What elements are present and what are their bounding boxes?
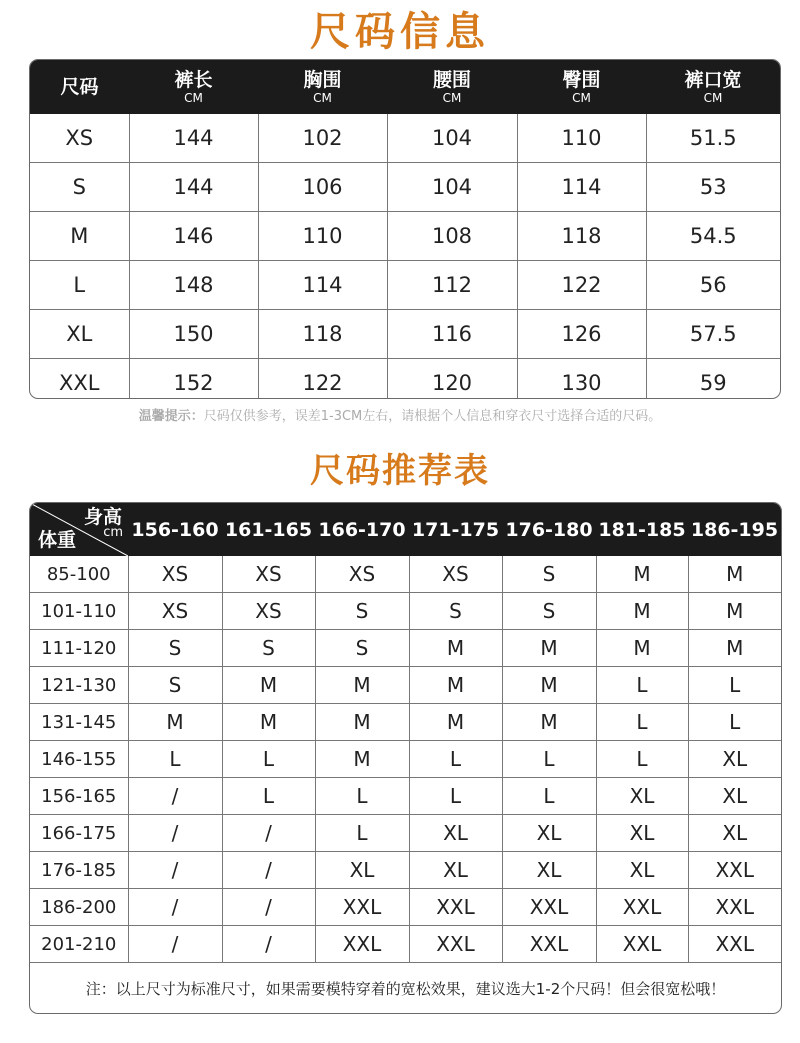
- recommended-size-cell: XS: [315, 556, 409, 593]
- recommended-size-cell: /: [222, 815, 315, 852]
- recommended-size-cell: XS: [128, 593, 222, 630]
- recommended-size-cell: XL: [502, 852, 596, 889]
- size-recommend-header-row: [30, 503, 781, 556]
- recommend-row: [30, 741, 781, 778]
- recommended-size-cell: L: [596, 704, 688, 741]
- measure-cell: 102: [258, 114, 387, 163]
- size-recommend-title: 尺码推荐表: [310, 451, 490, 491]
- recommended-size-cell: S: [315, 630, 409, 667]
- recommended-size-cell: /: [222, 852, 315, 889]
- recommended-size-cell: M: [315, 741, 409, 778]
- header-measure-label: 胸围: [303, 68, 342, 91]
- size-label-cell: S: [30, 163, 129, 212]
- size-label-cell: XXL: [30, 359, 129, 400]
- header-height-range: 186-195: [688, 503, 781, 556]
- size-info-table-container: [29, 59, 781, 399]
- measure-cell: 108: [387, 212, 517, 261]
- measure-cell: 130: [517, 359, 646, 400]
- size-tip: [0, 405, 800, 424]
- measure-cell: 104: [387, 114, 517, 163]
- recommended-size-cell: XXL: [688, 852, 781, 889]
- recommended-size-cell: L: [222, 741, 315, 778]
- recommended-size-cell: S: [222, 630, 315, 667]
- measure-cell: 116: [387, 310, 517, 359]
- header-height-range: 181-185: [596, 503, 688, 556]
- measure-cell: 122: [258, 359, 387, 400]
- recommended-size-cell: M: [688, 593, 781, 630]
- recommended-size-cell: L: [688, 667, 781, 704]
- measure-cell: 122: [517, 261, 646, 310]
- recommended-size-cell: XL: [409, 815, 502, 852]
- header-measure-label: 裤长: [174, 68, 213, 91]
- recommended-size-cell: M: [315, 704, 409, 741]
- recommended-size-cell: S: [502, 556, 596, 593]
- recommended-size-cell: M: [409, 704, 502, 741]
- recommended-size-cell: /: [128, 889, 222, 926]
- recommend-row: [30, 852, 781, 889]
- size-recommend-table: [30, 503, 781, 1013]
- measure-cell: 148: [129, 261, 258, 310]
- corner-height-label: 身高: [83, 506, 122, 528]
- recommended-size-cell: M: [688, 556, 781, 593]
- recommended-size-cell: S: [315, 593, 409, 630]
- recommended-size-cell: M: [502, 704, 596, 741]
- measure-cell: 152: [129, 359, 258, 400]
- recommended-size-cell: L: [688, 704, 781, 741]
- header-size: 尺码: [30, 60, 129, 114]
- recommended-size-cell: XXL: [315, 889, 409, 926]
- recommended-size-cell: /: [222, 926, 315, 963]
- recommended-size-cell: XL: [688, 815, 781, 852]
- header-measure-label: 裤口宽: [684, 68, 742, 91]
- recommended-size-cell: XXL: [409, 889, 502, 926]
- size-tip-text: 尺码仅供参考，误差1-3CM左右，请根据个人信息和穿衣尺寸选择合适的尺码。: [203, 409, 662, 424]
- header-measure: [129, 60, 258, 114]
- measure-cell: 150: [129, 310, 258, 359]
- recommended-size-cell: XXL: [688, 889, 781, 926]
- header-measure: [258, 60, 387, 114]
- header-height-range: 161-165: [222, 503, 315, 556]
- recommended-size-cell: XS: [128, 556, 222, 593]
- header-measure-label: 腰围: [432, 68, 471, 91]
- recommended-size-cell: M: [128, 704, 222, 741]
- recommended-size-cell: L: [502, 778, 596, 815]
- recommend-row: [30, 630, 781, 667]
- header-height-range: 166-170: [315, 503, 409, 556]
- recommended-size-cell: M: [222, 704, 315, 741]
- measure-cell: 120: [387, 359, 517, 400]
- recommended-size-cell: L: [596, 667, 688, 704]
- measure-cell: 53: [646, 163, 780, 212]
- header-height-range: 171-175: [409, 503, 502, 556]
- recommended-size-cell: XXL: [596, 889, 688, 926]
- recommend-row: [30, 556, 781, 593]
- recommended-size-cell: M: [409, 667, 502, 704]
- header-measure-label: 臀围: [562, 68, 601, 91]
- recommended-size-cell: S: [128, 630, 222, 667]
- recommended-size-cell: /: [128, 852, 222, 889]
- recommend-row: [30, 815, 781, 852]
- header-measure: [517, 60, 646, 114]
- recommended-size-cell: S: [409, 593, 502, 630]
- recommended-size-cell: XS: [409, 556, 502, 593]
- weight-range-cell: 146-155: [30, 741, 128, 778]
- recommended-size-cell: L: [596, 741, 688, 778]
- size-info-row: [30, 212, 780, 261]
- weight-range-cell: 166-175: [30, 815, 128, 852]
- note-row: [30, 963, 781, 1014]
- recommended-size-cell: XL: [409, 852, 502, 889]
- measure-cell: 114: [517, 163, 646, 212]
- recommended-size-cell: L: [222, 778, 315, 815]
- measure-cell: 56: [646, 261, 780, 310]
- weight-range-cell: 201-210: [30, 926, 128, 963]
- recommended-size-cell: M: [596, 630, 688, 667]
- weight-range-cell: 131-145: [30, 704, 128, 741]
- measure-cell: 57.5: [646, 310, 780, 359]
- recommended-size-cell: XXL: [409, 926, 502, 963]
- weight-range-cell: 85-100: [30, 556, 128, 593]
- size-tip-label: 温馨提示：: [138, 409, 204, 424]
- recommended-size-cell: M: [222, 667, 315, 704]
- header-measure: [387, 60, 517, 114]
- recommended-size-cell: XL: [315, 852, 409, 889]
- measure-cell: 114: [258, 261, 387, 310]
- measure-cell: 144: [129, 163, 258, 212]
- recommended-size-cell: XL: [688, 741, 781, 778]
- recommended-size-cell: L: [315, 815, 409, 852]
- recommended-size-cell: XXL: [688, 926, 781, 963]
- size-label-cell: M: [30, 212, 129, 261]
- size-info-row: [30, 261, 780, 310]
- recommended-size-cell: S: [128, 667, 222, 704]
- recommended-size-cell: XS: [222, 593, 315, 630]
- recommended-size-cell: L: [315, 778, 409, 815]
- recommended-size-cell: /: [128, 815, 222, 852]
- measure-cell: 144: [129, 114, 258, 163]
- corner-weight-label: 体重: [38, 529, 77, 551]
- weight-range-cell: 121-130: [30, 667, 128, 704]
- recommended-size-cell: M: [502, 667, 596, 704]
- header-unit: CM: [184, 90, 203, 105]
- size-info-row: [30, 163, 780, 212]
- measure-cell: 110: [258, 212, 387, 261]
- recommended-size-cell: S: [502, 593, 596, 630]
- size-recommend-table-container: [29, 502, 782, 1014]
- header-height-range: 156-160: [128, 503, 222, 556]
- recommended-size-cell: M: [315, 667, 409, 704]
- weight-range-cell: 101-110: [30, 593, 128, 630]
- measure-cell: 104: [387, 163, 517, 212]
- recommended-size-cell: M: [596, 556, 688, 593]
- recommended-size-cell: XS: [222, 556, 315, 593]
- recommended-size-cell: M: [409, 630, 502, 667]
- measure-cell: 112: [387, 261, 517, 310]
- header-height-range: 176-180: [502, 503, 596, 556]
- measure-cell: 118: [258, 310, 387, 359]
- header-unit: CM: [313, 90, 332, 105]
- header-measure: [646, 60, 780, 114]
- recommended-size-cell: L: [409, 741, 502, 778]
- size-label-cell: XS: [30, 114, 129, 163]
- recommend-row: [30, 593, 781, 630]
- recommended-size-cell: XXL: [502, 926, 596, 963]
- recommended-size-cell: /: [128, 778, 222, 815]
- recommended-size-cell: /: [128, 926, 222, 963]
- recommended-size-cell: M: [502, 630, 596, 667]
- recommended-size-cell: XL: [596, 778, 688, 815]
- weight-range-cell: 176-185: [30, 852, 128, 889]
- size-label-cell: XL: [30, 310, 129, 359]
- recommend-row: [30, 926, 781, 963]
- recommended-size-cell: M: [688, 630, 781, 667]
- recommended-size-cell: XXL: [502, 889, 596, 926]
- measure-cell: 51.5: [646, 114, 780, 163]
- weight-range-cell: 186-200: [30, 889, 128, 926]
- measure-cell: 106: [258, 163, 387, 212]
- recommended-size-cell: XXL: [315, 926, 409, 963]
- recommended-size-cell: XL: [596, 815, 688, 852]
- measure-cell: 59: [699, 371, 727, 395]
- measure-cell: 118: [517, 212, 646, 261]
- size-info-row: [30, 114, 780, 163]
- recommended-size-cell: XL: [596, 852, 688, 889]
- recommended-size-cell: XL: [688, 778, 781, 815]
- header-unit: CM: [442, 90, 462, 105]
- recommend-row: [30, 778, 781, 815]
- recommended-size-cell: L: [502, 741, 596, 778]
- header-corner-cell: [30, 503, 128, 556]
- recommended-size-cell: L: [409, 778, 502, 815]
- size-note: 注：以上尺寸为标准尺寸，如果需要模特穿着的宽松效果，建议选大1-2个尺码！但会很宽松哦！: [85, 979, 726, 998]
- recommended-size-cell: M: [596, 593, 688, 630]
- measure-cell: 54.5: [646, 212, 780, 261]
- measure-cell: 110: [517, 114, 646, 163]
- recommend-row: [30, 704, 781, 741]
- corner-height-unit: cm: [103, 525, 123, 540]
- measure-cell: 126: [517, 310, 646, 359]
- size-label-cell: L: [30, 261, 129, 310]
- recommend-row: [30, 667, 781, 704]
- size-info-row: [30, 359, 780, 400]
- measure-cell: 146: [129, 212, 258, 261]
- size-info-header-row: [30, 60, 780, 114]
- size-info-table: [30, 60, 780, 399]
- weight-range-cell: 156-165: [30, 778, 128, 815]
- size-info-title: 尺码信息: [310, 9, 490, 55]
- recommended-size-cell: XL: [502, 815, 596, 852]
- recommended-size-cell: XXL: [596, 926, 688, 963]
- header-unit: CM: [703, 90, 723, 105]
- header-unit: CM: [572, 90, 591, 105]
- weight-range-cell: 111-120: [30, 630, 128, 667]
- recommended-size-cell: L: [128, 741, 222, 778]
- size-info-row: [30, 310, 780, 359]
- recommend-row: [30, 889, 781, 926]
- recommended-size-cell: /: [222, 889, 315, 926]
